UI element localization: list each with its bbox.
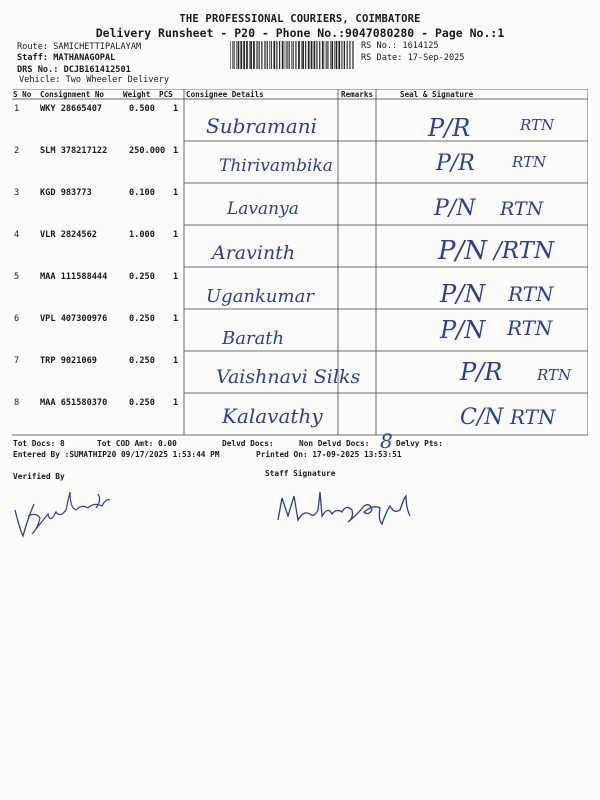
rs-number: RS No.: 1614125 [361,41,439,51]
row-pcs: 1 [173,272,179,282]
col-seal: Seal & Signature [400,90,474,99]
row-consignee-handwritten: Thirivambika [219,156,333,176]
row-seal-handwritten: P/N [434,196,476,221]
row-seal-handwritten: P/N [440,280,486,308]
row-weight: 0.250 [129,398,155,408]
verifier-signature [10,488,120,540]
row-seal-rtn: RTN [537,366,572,384]
row-weight: 0.250 [129,356,155,366]
rs-date: RS Date: 17-Sep-2025 [361,53,465,63]
delivery-points: Delvy Pts: [396,439,443,448]
row-consignment: TRP 9021069 [40,356,97,366]
row-pcs: 1 [173,314,179,324]
col-consignment: Consignment No [40,90,105,99]
route-label: Route: SAMICHETTIPALAYAM [17,42,142,52]
row-seal-rtn: RTN [520,116,555,134]
col-remarks: Remarks [341,90,374,99]
staff-signature [274,488,414,528]
row-pcs: 1 [173,104,179,114]
row-sno: 2 [14,146,20,156]
col-sno: S No [13,90,32,99]
row-seal-rtn: RTN [512,153,547,171]
row-seal-handwritten: P/R [460,358,503,386]
barcode-image [229,41,356,69]
row-seal-rtn: RTN [500,198,544,220]
row-consignment: KGD 983773 [40,188,92,198]
row-weight: 250.000 [129,146,166,156]
non-delivered-count-handwritten: 8 [380,429,393,453]
row-consignment: SLM 378217122 [40,146,108,156]
row-pcs: 1 [173,230,179,240]
row-sno: 6 [14,314,20,324]
row-consignee-handwritten: Lavanya [227,199,299,219]
staff-label: Staff: MATHANAGOPAL [17,53,116,63]
row-weight: 0.500 [129,104,155,114]
row-seal-handwritten: P/R [428,114,471,142]
row-seal-handwritten: C/N [460,405,504,430]
row-consignee-handwritten: Barath [222,328,285,349]
row-sno: 5 [14,272,20,282]
row-consignee-handwritten: Aravinth [212,242,296,264]
company-name: THE PROFESSIONAL COURIERS, COIMBATORE [179,13,421,25]
col-consignee: Consignee Details [186,90,264,99]
row-sno: 1 [14,104,20,114]
row-pcs: 1 [173,356,179,366]
row-consignment: MAA 651580370 [40,398,108,408]
row-consignee-handwritten: Subramani [206,114,318,138]
runsheet-title: Delivery Runsheet - P20 - Phone No.:9047080280 - Page No.:1 [95,26,505,40]
printed-on: Printed On: 17-09-2025 13:53:51 [256,450,402,459]
non-delivered-docs: Non Delvd Docs: [299,439,370,448]
row-consignment: VLR 2824562 [40,230,97,240]
delivered-docs: Delvd Docs: [222,439,274,448]
row-consignment: WKY 28665407 [40,104,103,114]
total-docs: Tot Docs: 8 [13,439,65,448]
row-seal-rtn: RTN [508,282,554,306]
row-weight: 1.000 [129,230,155,240]
verified-by-label: Verified By [13,472,65,481]
row-sno: 4 [14,230,20,240]
row-consignee-handwritten: Ugankumar [206,286,314,307]
col-weight: Weight [123,90,151,99]
vehicle-label: Vehicle: Two Wheeler Delivery [19,75,170,85]
row-consignee-handwritten: Vaishnavi Silks [216,366,361,388]
row-weight: 0.250 [129,272,155,282]
row-pcs: 1 [173,398,179,408]
row-seal-rtn: RTN [507,316,553,340]
row-weight: 0.100 [129,188,155,198]
row-seal-handwritten: P/N [440,316,486,344]
row-seal-rtn: /RTN [494,238,555,264]
row-sno: 7 [14,356,20,366]
row-pcs: 1 [173,188,179,198]
row-consignment: MAA 111588444 [40,272,108,282]
row-sno: 3 [14,188,20,198]
staff-signature-label: Staff Signature [265,469,336,478]
row-weight: 0.250 [129,314,155,324]
row-seal-handwritten: P/N [438,236,488,266]
drs-number: DRS No.: DCJB161412501 [17,65,131,75]
col-pcs: PCS [159,90,173,99]
row-sno: 8 [14,398,20,408]
total-cod-amount: Tot COD Amt: 0.00 [97,439,177,448]
row-consignee-handwritten: Kalavathy [222,404,323,428]
row-consignment: VPL 407300976 [40,314,108,324]
row-pcs: 1 [173,146,179,156]
entered-by: Entered By :SUMATHIP20 09/17/2025 1:53:44 PM [13,450,220,459]
row-seal-handwritten: P/R [436,151,475,176]
row-seal-rtn: RTN [510,405,556,429]
